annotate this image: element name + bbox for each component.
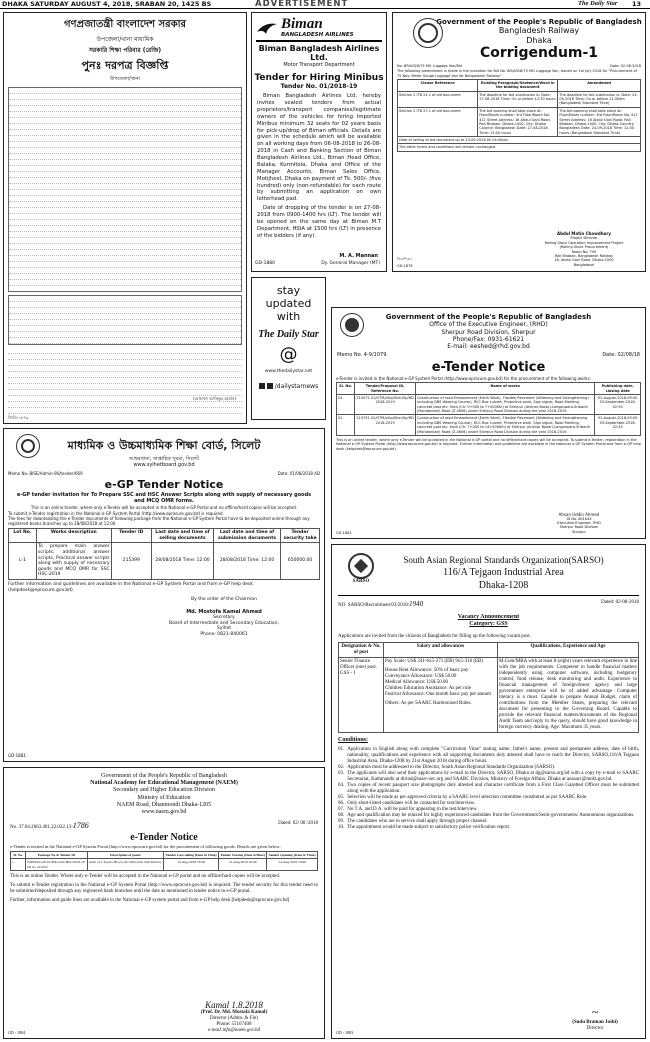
- table-cell: 14-Aug-2018 10:00: [219, 859, 267, 871]
- table-cell: The deadline for bid submission is: Date: 24-09-2018 Time: On or before 11:30am (Bangladesh Standard Time): [558, 91, 641, 107]
- salary-line: Pay Scale: US$ 241-6x5-271 (EB) 9x5-316 (EB): [385, 659, 484, 665]
- ad-rhd-etender: [331, 307, 646, 539]
- rhd-memo: Memo No. 4-9/1079: [337, 352, 387, 359]
- naem-t6: www.naem.gov.bd: [141, 808, 187, 815]
- salary-line: Children Education Assistance: As per rule: [385, 686, 471, 692]
- rhd-table: [336, 382, 641, 436]
- sarso-vacancy-title: Vacancy Announcement: [457, 614, 520, 620]
- table-cell: Section 2 ITB 27.1 of bid document: [398, 107, 478, 136]
- table-cell: 02.: [337, 415, 355, 436]
- at-sign-icon: @: [279, 344, 298, 365]
- table-header: Lot No.: [9, 529, 37, 543]
- ad-gd-number: জিডি-১৮৭৯: [8, 415, 29, 420]
- rhd-email: E-mail: eeshed@rhd.gov.bd: [447, 342, 530, 350]
- railway-seal-icon: [413, 18, 443, 48]
- salary-line: House Rent Allowance: 50% of basic pay: [385, 668, 469, 674]
- railway-signer-line: Bangladesh: [573, 262, 595, 267]
- railway-title-4: Corrigendum-1: [479, 44, 599, 61]
- sarso-date: Dated: 02-08-2018: [601, 600, 639, 605]
- table-cell: 13-Aug-2018 16:30: [164, 859, 219, 871]
- rhd-date: Date: 02/08/18: [602, 352, 640, 359]
- board-seal-icon: [16, 434, 40, 458]
- naem-signature-handwritten: Kamal 1.8.2018: [205, 1000, 263, 1010]
- condition-item: 07. No T.A. and D.A. will be paid for appearing in the test/interview.: [338, 806, 478, 812]
- sylhet-addr: আম্বরখানা, সাপ্তাহিক সুরমা, সিলেট: [129, 456, 199, 462]
- biman-company: Biman Bangladesh Airlines Ltd.: [258, 44, 380, 62]
- rhd-heading: e-Tender Notice: [431, 360, 546, 376]
- table-row: [9, 543, 320, 580]
- condition-item: 10. The appointment would be made subject to satisfactory police verification report.: [338, 824, 511, 830]
- table-header: Tender Opening (Date & Time): [268, 852, 316, 857]
- table-cell: 01.: [337, 394, 355, 415]
- rhd-signer-line: Sherpur Road Division: [559, 525, 599, 530]
- sarso-intro: Applications are invited from the citizens of Bangladesh for filling up the following vacant post.: [338, 634, 531, 640]
- naem-memo: No. 37.04.2663.401.22.022.13-: [10, 825, 73, 831]
- biman-signer: M. A. Mannan: [339, 253, 378, 259]
- facebook-icon: [259, 383, 265, 389]
- sylhet-sub: e-GP tender invitation for To Prepare SSC and HSC Answer Scripts along with supply of necessary goods and MCQ OMR forms.: [16, 492, 312, 504]
- table-cell: NAEM/e-GP-01/Microbus Hire/2018-19 ID no. 215252: [26, 859, 87, 871]
- table-header: Package No & Tender ID: [26, 851, 87, 858]
- sarso-signature-mark: ~: [591, 1005, 599, 1019]
- sarso-logo-text: SARSO: [352, 579, 370, 584]
- table-header: Name of works: [416, 383, 595, 395]
- table-row: [11, 859, 318, 871]
- naem-signer: (Prof. Dr. Md. Mostafa Kamal): [200, 1010, 268, 1015]
- railway-ref: ডিএপি-৬০: [397, 256, 413, 261]
- biman-title: Tender for Hiring Minibus: [254, 73, 384, 83]
- sarso-ref: NO. SARSO/Recruitment/03/2018/: [338, 603, 410, 608]
- ad-title: গণপ্রজাতন্ত্রী বাংলাদেশ সরকার: [64, 19, 186, 30]
- header-masthead: The Daily Star: [578, 0, 618, 7]
- table-cell: 215072 01/OTM/eGp/Sher/Sp/RD 2018-2019: [355, 394, 416, 415]
- railway-signer-line: Rolling Stock Operation Improvement Project: [544, 240, 624, 245]
- table-row: [337, 394, 641, 415]
- table-cell: 02-August-2018-09:00 03-September-2018-02:45: [595, 415, 641, 436]
- condition-item: 06. Only short-listed candidates will be contacted for test/interview.: [338, 800, 476, 806]
- condition-item: 01. Application in English along with complete "Curriculum Vitae" stating name, father's name, present and permanent address, date of birth, nationality, qualifications and experience with all supporting documents duly attested shall have to reach the Director, SARSO,116/A Tejgaon Industrial Area, Dhaka-1208 by 21st August 2018 during office hours.: [338, 746, 639, 764]
- ad-subheading: উপজেলা/থানা: [110, 76, 140, 82]
- rhd-intro: e-Tender is invited in the National e-GP System Portal (http://www.eprocure.gov.bd) for the procurement of the following works:: [336, 376, 591, 382]
- biman-bird-logo-icon: [256, 20, 278, 36]
- sylhet-signer-line: Phone: 0821-840061: [200, 631, 248, 637]
- ad-biman-tender: [251, 12, 387, 272]
- table-header: Description of goods: [87, 851, 163, 858]
- rhd-signer: Ahsan Uddin Ahmed: [558, 511, 600, 517]
- table-header: Tender Last selling (Date & Time): [165, 852, 217, 857]
- table-note: The other terms and conditions will remain unchanged.: [398, 144, 641, 151]
- sylhet-p3: The fees for downloading the e-Tender documents of following package from the National e-GP System Portal have to be deposited online through any registered banks branches up to 28/08/2018 at 12:00.: [8, 516, 310, 526]
- sylhet-further: Further information and guidelines are available in the National e-GP System Portal and from e-GP help desk (helpdesk@eprocure.gov.bd).: [8, 582, 253, 593]
- table-header: Salary and allowances: [384, 643, 498, 658]
- promo-line-1: stay: [276, 284, 301, 297]
- table-row: [398, 91, 641, 107]
- table-cell: 14-Aug-2018 10:00: [267, 859, 318, 871]
- sarso-logo-icon: [348, 553, 374, 579]
- railway-signer-line: Project Director: [570, 236, 598, 241]
- header-date: DHAKA SATURDAY AUGUST 4, 2018, SRABAN 20, 1425 BS: [2, 0, 212, 8]
- sylhet-table: [8, 528, 320, 580]
- table-cell: M.Com/MBA with at least 8 (eight) years relevant experience in line with the job requirements. Competent to handle financial matters independently using computer software, including budgetary control, fund release, desk monitoring and audit. Experience in financial management of foreign/donor agency and large government enterprise will be of added advantage. Computer literacy is a must. Capable to prepare Annual Budget, claim of contributions from the Member States, preparing the relevant document for presenting to the Governing Board. Capable to provide the relevant financial matters/documents of the Regional Audit Team and reply to the query, should have good knowledge in foreign currency dealing. Age: Maximum 35 years.: [498, 658, 639, 733]
- naem-p1: e-Tender is invited in the National e-GP System Portal (http://www.eprocure.gov.bd) for the procurement of following goods. Details are given below:: [10, 844, 281, 850]
- condition-item: 08. Age and qualification may be relaxed for highly experienced candidates from the Governments/Semi-governments/ Autonomous organizations.: [338, 812, 635, 818]
- table-header: Existing Paragraph/Sentence/Word in the bidding document: [478, 79, 558, 91]
- page-header: [0, 0, 650, 9]
- ad-signature: (মোহাম্মদ আতিকুর রহমান): [193, 396, 236, 401]
- naem-t3: Secondary and Higher Education Division: [113, 787, 215, 794]
- table-row: [337, 415, 641, 436]
- table-cell: [384, 658, 498, 733]
- rhd-signer-line: Sherpur: [572, 529, 586, 534]
- table-header: Tender Closing (Date &Time): [220, 852, 265, 857]
- table-cell: 215399: [111, 543, 151, 580]
- sarso-signer-title: Director: [586, 1026, 604, 1031]
- biman-tender-no: Tender No. 01/2018-19: [280, 83, 358, 90]
- promo-url: www.thedailystar.net: [264, 369, 313, 374]
- table-header: Last date and time of submission documents: [213, 529, 280, 543]
- naem-date: Dated: 02/ 08 /2018: [278, 821, 318, 827]
- ad-table-lines: [8, 295, 242, 345]
- naem-memo-handwritten: 1786: [72, 821, 89, 831]
- biman-signer-title: Dy. General Manager (MT): [321, 261, 380, 267]
- table-cell: 02-August-2018-09:00 03-September-2018-02:30: [595, 394, 641, 415]
- table-cell: 28/08/2018 Time: 12:00: [152, 543, 214, 580]
- sylhet-title: মাধ্যমিক ও উচ্চমাধ্যমিক শিক্ষা বোর্ড, সিলেট: [67, 439, 261, 452]
- sarso-category: Category: GSS: [469, 621, 508, 628]
- sylhet-web: www.sylhetboard.gov.bd: [133, 462, 195, 468]
- sylhet-signer-line: Secretary: [213, 614, 235, 620]
- sarso-logo: [344, 553, 378, 584]
- ad-sylhet-board-tender: [3, 428, 325, 762]
- naem-gd: GD - 1884: [8, 1030, 26, 1035]
- table-header: Designation & No. of post: [339, 643, 384, 658]
- sarso-t3: Dhaka-1208: [478, 580, 529, 591]
- naem-t5: NAEM Road, Dhanmondi Dhaka-1205: [116, 801, 212, 808]
- sarso-signer: (Sudu Braman Joshi): [572, 1020, 618, 1025]
- railway-signer-line: Rail Bhaban, Bangladesh Railway: [554, 253, 614, 258]
- table-cell: L-1: [9, 543, 37, 580]
- sylhet-p1: This is an online tender, where only e-Tender will be accepted in the National e-GP Portal and no offline/hard copies will be accepted.: [30, 505, 298, 510]
- sylhet-heading: e-GP Tender Notice: [104, 478, 224, 491]
- table-cell: 215751 02/OTM/eGp/Sher/Sp/RD 2018-2019: [355, 415, 416, 436]
- sylhet-order: By the order of the Chairman: [191, 597, 257, 603]
- government-seal-icon: [340, 313, 364, 337]
- condition-item: 09. The candidates who are in service shall apply through proper channel.: [338, 818, 488, 824]
- rhd-note: This is an online tender, where only e-Tender will be accepted in the National e-GP portal and no offline/hard copies will be accepted. To submit e-Tender, registration in the National e-GP System Portal (http://www.eprocure.gov.bd) is required. Further information and guidelines are available in the National e-GP System Portal and from e-GP help desk (helpdesk@eprocure.gov.bd).: [336, 437, 641, 451]
- sarso-conditions: [338, 747, 639, 831]
- railway-gd: GD-1878: [397, 263, 413, 268]
- ad-sarso-vacancy: [331, 544, 646, 1039]
- header-page-number: 13: [632, 0, 642, 8]
- condition-item: 04. Two copies of recent passport size photographs duly attested and character certificate from a First Class Gazetted Officer must be submitted along with the application.: [338, 782, 639, 794]
- naem-t2: National Academy for Educational Management (NAEM): [90, 780, 238, 787]
- table-cell: Rent of 2 Toyota Hi-ace AC Microbus with Drivers: [87, 859, 163, 871]
- biman-body-1: Biman Bangladesh Airlines Ltd. hereby invites sealed tenders from actual proprietors/transport companies/legitimate owners of the vehicles for hiring Imported Minibus minimum 32 seats for 02 years basis for pick-up/drop of Biman officials. Details are given in the schedule which will be available on all working days from 06-08-2018 to 26-08-2018 in Cash and Banking Section of Biman Bangladesh Airlines Ltd., Biman Head Office, Balaka, Kurmitola, Dhaka and Office of the Manager Accounts, Biman Sales Office, Motijheel, Dhaka on payment of Tk. 500/- (five hundred) only (non-refundable) for each route by submitting an application on own letterhead pad.: [257, 93, 381, 203]
- naem-p2: This is an online Tender. Where only e-Tender will be accepted in the National e-GP portal and no offline/hard copies will be accepted.: [10, 873, 281, 879]
- salary-line: Festival Allowance: One month basic pay per annum: [385, 692, 491, 698]
- railway-signer: Abdul Matin Chowdhury: [556, 231, 611, 237]
- ad-notes-lines: [8, 348, 242, 418]
- sarso-conditions-title: Conditions:: [338, 737, 369, 744]
- naem-p4: Further, information and guide lines are available in the National e-GP system portal and from e-GP help desk [helpdesk@eprocure.gov.bd]: [10, 897, 290, 903]
- table-header: Amendment: [558, 79, 641, 91]
- rhd-phone: Phone/Fax: 0931-61621: [452, 335, 525, 343]
- biman-dept: Motor Transport Department: [283, 62, 355, 68]
- naem-p3: To submit e-Tender registration in the National e-GP System Portal (http://www.eprocure.gov.bd) is required. The tender security for this tender need to be submitted/deposited through any registered bank branches until the date as mentioned in tender notice in e-GP portal.: [10, 882, 318, 894]
- salary-line: Conveyance Allowance: US$ 50.00: [385, 674, 457, 680]
- table-row: [398, 107, 641, 136]
- rhd-title-2: Office of the Executive Engineer, (RHD): [429, 321, 548, 329]
- sarso-ref-handwritten: 1940: [409, 600, 424, 608]
- table-row: [339, 658, 639, 733]
- table-header: Qualifications, Experience and Age: [498, 643, 639, 658]
- sarso-t1: South Asian Regional Standards Organization(SARSO): [403, 555, 604, 565]
- railway-signer-line: Room No. 709: [571, 249, 597, 254]
- naem-signer-line: Phone: 55167408: [216, 1022, 252, 1027]
- rhd-signer-line: Executive Engineer, RHD: [557, 520, 601, 525]
- naem-signer-line: Director (Admn. & Fin): [209, 1016, 259, 1021]
- railway-signer-line: (Rolling Stock Procurement): [559, 245, 609, 250]
- sylhet-signer-line: Board of Intermediate and Secondary Education,: [169, 620, 279, 626]
- table-cell: Section 2 ITB 24.1 of bid document: [398, 91, 478, 107]
- railway-title-2: Bangladesh Railway: [498, 26, 580, 36]
- naem-heading: e-Tender Notice: [130, 832, 198, 844]
- railway-date: Date: 02-08-2018: [610, 63, 641, 68]
- table-header: Tender ID: [111, 529, 151, 543]
- ad-heading: পুনঃ দরপত্র বিজ্ঞপ্তি: [81, 59, 169, 72]
- promo-line-2: updated: [265, 297, 312, 310]
- condition-item: 05. Selection will be made as per approved criteria by a SAARC level selection committee constituted as per SAARC Rule.: [338, 794, 588, 800]
- table-header: Last date and time of selling documents: [152, 529, 214, 543]
- ad-naem-etender: [3, 767, 325, 1039]
- ad-daily-star-promo: [251, 277, 326, 420]
- salary-line: Others: As per SAARC Harmonized Rules.: [385, 701, 472, 707]
- promo-line-3: with: [276, 310, 301, 323]
- table-header: Clause Reference: [398, 79, 478, 91]
- naem-t1: Government of the People's Republic of Bangladesh: [101, 773, 227, 779]
- ad-subtitle: উপজেলা/থানা মাধ্যমিক: [96, 36, 154, 43]
- railway-table: [397, 79, 641, 152]
- table-header: Works description: [36, 529, 111, 543]
- naem-table: [10, 851, 318, 871]
- table-cell: Senior Finance Officer (one) post. GSS - I: [339, 658, 384, 733]
- biman-body-2: Date of dropping of the tender is on 27-08-2018 from 0900-1400 hrs (LT). The tender will be opened on the same day at Biman M.T Department, HSIA at 1500 hrs (LT) in presence of the bidders (if any).: [257, 205, 381, 239]
- sylhet-signer: Md. Mostofa Kamal Ahmed: [186, 608, 262, 615]
- table-note: Date of selling of bid document up to 23-09-2018 till 04:00pm: [398, 137, 641, 144]
- ad-bangladesh-railway-corrigendum: [392, 12, 646, 272]
- sylhet-signer-line: Sylhet: [216, 626, 232, 632]
- biman-gd: GD-1880: [255, 261, 276, 267]
- table-header: Tender/Proposal ID, Reference No.: [355, 383, 416, 395]
- table-header: Sl. No.: [11, 851, 26, 858]
- condition-item: 02. Application must be addressed to the Director, South Asian Regional Standards Organization (SARSO).: [338, 764, 556, 770]
- twitter-icon: [267, 383, 273, 389]
- table-cell: To prepare main answer scripts, additional answer scripts, Practical answer scripts along with supply of necessary goods and MCQ OMR for SSC HSC-2019: [36, 543, 111, 580]
- railway-title-3: Dhaka: [526, 35, 552, 45]
- sarso-gd: GD - 1883: [336, 1030, 354, 1035]
- sylhet-date: Date: 01/08/2018 AD: [277, 471, 320, 476]
- rhd-title-1: Government of the People's Republic of Bangladesh: [385, 313, 592, 321]
- railway-memo: No. BR/A928/75 MG Luggage Van/Bid: [397, 63, 463, 68]
- sylhet-p2: To submit e-Tender registration in the National e-GP System Portal (http://www.eprocure.gov.bd) is required.: [8, 511, 224, 516]
- biman-brand-sub: BANGLADESH AIRLINES: [281, 32, 354, 38]
- table-cell: The bid opening shall take place at: Floor/Room number: 3rd Floor/Room No. 411 Street Address: 16 Abdul Gani Road, Rail Bhaban, Dhaka-1000, City: Dhaka Country: Bangladesh Date: 24-09-2018 Time: 12:00 hours (Bangladesh Standard Time): [558, 107, 641, 136]
- ad-subtitle-2: সরকারি শিক্ষা পরিবার (রেজি): [88, 47, 162, 54]
- table-header: Publishing date, closing date: [595, 383, 641, 395]
- table-cell: The deadline for bid submission is: Date: 27-08-2018 Time: On or before 12:30 hours: [478, 91, 558, 107]
- condition-item: 03. The applicants will also send their applications by e-mail to the Director, SARSO, Dhaka at dg@sarso.org.bd with a copy by e-mail to SAARC Secretariat, Kathmandu at dirind@saarc-sec.org and SAARC Division, Ministry of Foreign Affairs, Dhaka at ansaarc@mofa.gov.bd.: [338, 770, 639, 782]
- table-cell: 28/08/2018 Time: 12:00: [213, 543, 280, 580]
- rhd-title-3: Sherpur Road Division, Sherpur: [441, 328, 536, 336]
- table-cell: Construction of road Embankment (Earth Work), Flexible Pavement (Widening and Strengthening including DBS Wearing Course), RCC Box culvert, Protective work, Sign signal, Road Marking, concrete post etc. from (Ch: 7+000 to 14+500Km) of Sherpur (Ankhar Bazar)-Longonpara-Sribordi (Mandanbari) Road (Z-4606) under Sherpur Road Division during the year 2018-2019.: [416, 415, 595, 436]
- railway-signer-line: 16, Abdul Gani Road, Dhaka-1000: [554, 258, 614, 263]
- promo-social: /dailystarnews: [274, 382, 319, 390]
- biman-brand: Biman: [281, 16, 323, 32]
- table-cell: 1: [11, 859, 26, 871]
- railway-intro: The following amendment is made in the invitation for Bid No. BR/A928/75 MG Luggage Van, issued on 1st July 2018 for "Procurement of 75 Nos. Meter Gauge Luggage Van for Bangladesh Railway".: [397, 69, 637, 78]
- table-cell: 650000.00: [281, 543, 320, 580]
- header-section: ADVERTISEMENT: [255, 0, 349, 9]
- rhd-gd: GD-1882: [336, 530, 352, 535]
- table-header: Tender security take: [281, 529, 320, 543]
- table-cell: The bid opening shall take place at: Floor/Room number: 3rd Floor/Room No. 411 Street Address: 16 Abdul Gani Road, Rail Bhaban, Dhaka-1000, City: Dhaka Country: Bangladesh Date: 27-08-2018 Time: 13:00 hours: [478, 107, 558, 136]
- sylhet-memo: Memo No.-BISE/Admin-06/tender/669: [8, 471, 83, 476]
- railway-title-1: Government of the People's Republic of Bangladesh: [436, 18, 642, 26]
- table-cell: Construction of road Embankment (Earth Work), Flexible Pavement (Widening and Strengthening) including DBS Wearing Course), RCC Box culvert, Protective work, Sign signal, Road Marking, concrete post etc. from (Ch: 0+000 to 7+000Km) of Sherpur (Ankhar Bazar)-Longonpara-Sribordi (Mandanbari) Road (Z-4606) under Sherpur Road Division during the year 2018-2019.: [416, 394, 595, 415]
- sarso-t2: 116/A Tejgaon Industrial Area: [443, 567, 564, 578]
- naem-signer-line: e-mail:info@naem.gov.bd: [208, 1028, 260, 1033]
- table-header: Sl. No.: [337, 383, 355, 395]
- rhd-signer-line: ID No. 601644: [566, 516, 592, 521]
- ad-body-lines: [8, 87, 242, 292]
- ad-bangla-government-notice: [3, 12, 247, 424]
- sylhet-gd: GD-1881: [8, 753, 26, 758]
- sarso-table: [338, 642, 639, 733]
- naem-t4: Ministry of Education: [137, 794, 191, 801]
- salary-line: Medical Allowance: US$ 50.00: [385, 680, 449, 686]
- promo-masthead: The Daily Star: [258, 329, 319, 340]
